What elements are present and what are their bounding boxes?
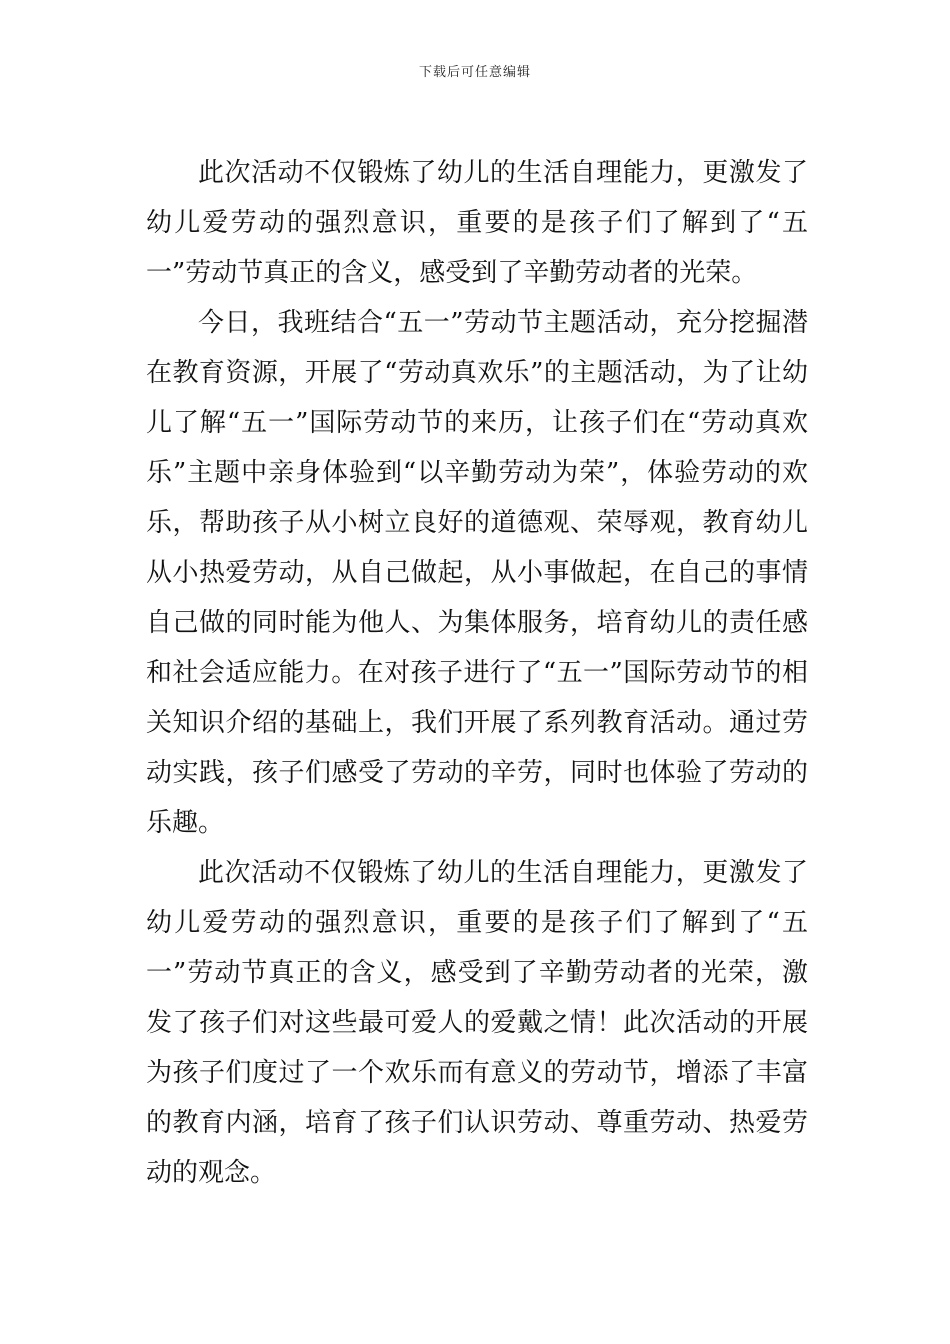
document-body <box>146 148 808 1198</box>
page-header: 下载后可任意编辑 <box>418 65 531 80</box>
paragraph-2: 今日，我班结合“五一”劳动节主题活动，充分挖掘潜在教育资源，开展了“劳动真欢乐”的主题活动，为了让幼儿了解“五一”国际劳动节的来历，让孩子们在“劳动真欢乐”主题中亲身体验到“以辛勤劳动为荣”，体验劳动的欢乐，帮助孩子从小树立良好的道德观、荣辱观，教育幼儿从小热爱劳动，从自己做起，从小事做起，在自己的事情自己做的同时能为他人、为集体服务，培育幼儿的责任感和社会适应能力。在对孩子进行了“五一”国际劳动节的相关知识介绍的基础上，我们开展了系列教育活动。通过劳动实践，孩子们感受了劳动的辛劳，同时也体验了劳动的乐趣。 <box>146 308 808 838</box>
paragraph-1: 此次活动不仅锻炼了幼儿的生活自理能力，更激发了幼儿爱劳动的强烈意识，重要的是孩子们了解到了“五一”劳动节真正的含义，感受到了辛勤劳动者的光荣。 <box>146 158 808 288</box>
paragraph-3: 此次活动不仅锻炼了幼儿的生活自理能力，更激发了幼儿爱劳动的强烈意识，重要的是孩子们了解到了“五一”劳动节真正的含义，感受到了辛勤劳动者的光荣，激发了孩子们对这些最可爱人的爱戴之情！此次活动的开展为孩子们度过了一个欢乐而有意义的劳动节，增添了丰富的教育内涵，培育了孩子们认识劳动、尊重劳动、热爱劳动的观念。 <box>146 858 808 1188</box>
